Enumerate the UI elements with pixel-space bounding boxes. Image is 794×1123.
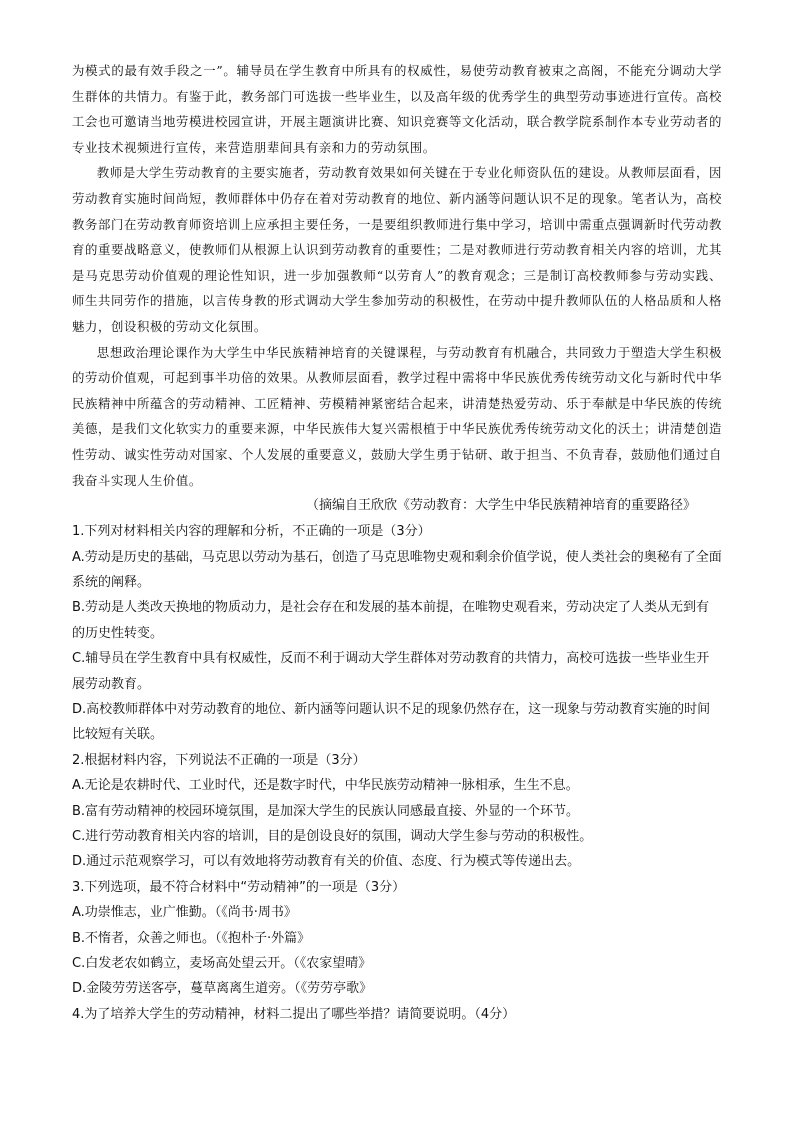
question-1-stem: 1.下列对材料相关内容的理解和分析，不正确的一项是（3分）: [72, 524, 431, 540]
exam-page: [72, 58, 722, 1027]
question-2-option-d: D.通过示范观察学习，可以有效地将劳动教育有关的价值、态度、行为模式等传递出去。: [72, 854, 581, 870]
question-2-stem: 2.根据材料内容，下列说法不正确的一项是（3分）: [72, 752, 366, 768]
question-1-option-b: B.劳动是人类改天换地的物质动力，是社会存在和发展的基本前提，在唯物史观看来，劳动决定了人类从无到有的历史性转变。: [72, 600, 710, 641]
passage-paragraph-3: 思想政治理论课作为大学生中华民族精神培育的关键课程，与劳动教育有机融合，共同致力于塑造大学生积极的劳动价值观，可起到事半功倍的效果。从教师层面看，教学过程中需将中华民族优秀传统劳动文化与新时代中华民族精神中所蕴含的劳动精神、工匠精神、劳模精神紧密结合起来，讲清楚热爱劳动、乐于奉献是中华民族的传统美德，是我们文化软实力的重要来源，中华民族伟大复兴需根植于中华民族优秀传统劳动文化的沃土；讲清楚创造性劳动、诚实性劳动对国家、个人发展的重要意义，鼓励大学生勇于钻研、敢于担当、不负青春，鼓励他们通过自我奋斗实现人生价值。: [72, 344, 722, 488]
question-3-option-d: D.金陵劳劳送客亭，蔓草离离生道旁。（《劳劳亭歌》: [72, 981, 373, 997]
passage-paragraph-1: 为模式的最有效手段之一”。辅导员在学生教育中所具有的权威性，易使劳动教育被束之高阁，不能充分调动大学生群体的共情力。有鉴于此，教务部门可选拔一些毕业生，以及高年级的优秀学生的典型劳动事迹进行宣传。高校工会也可邀请当地劳模进校园宣讲，开展主题演讲比赛、知识竞赛等文化活动，联合教学院系制作本专业劳动者的专业技术视频进行宣传，来营造朋辈间具有亲和力的劳动氛围。: [72, 63, 722, 155]
question-1-option-a: A.劳动是历史的基础，马克思以劳动为基石，创造了马克思唯物史观和剩余价值学说，使人类社会的奥秘有了全面系统的阐释。: [72, 549, 722, 590]
question-2-option-a: A.无论是农耕时代、工业时代，还是数字时代，中华民族劳动精神一脉相承，生生不息。: [72, 778, 579, 794]
passage-paragraph-2: 教师是大学生劳动教育的主要实施者，劳动教育效果如何关键在于专业化师资队伍的建设。从教师层面看，因劳动教育实施时间尚短，教师群体中仍存在着对劳动教育的地位、新内涵等问题认识不足的现象。笔者认为，高校教务部门在劳动教育师资培训上应承担主要任务，一是要组织教师进行集中学习，培训中需重点强调新时代劳动教育的重要战略意义，使教师们从根源上认识到劳动教育的重要性；二是对教师进行劳动教育相关内容的培训，尤其是马克思劳动价值观的理论性知识，进一步加强教师“以劳育人”的教育观念；三是制订高校教师参与劳动实践、师生共同劳作的措施，以言传身教的形式调动大学生参加劳动的积极性，在劳动中提升教师队伍的人格品质和人格魅力，创设积极的劳动文化氛围。: [72, 165, 722, 334]
question-3-option-a: A.功崇惟志，业广惟勤。（《尚书·周书》: [72, 905, 297, 921]
question-2-option-b: B.富有劳动精神的校园环境氛围，是加深大学生的民族认同感最直接、外显的一个环节。: [72, 803, 580, 819]
question-4-stem: 4.为了培养大学生的劳动精神，材料二提出了哪些举措？请简要说明。（4分）: [72, 1006, 516, 1022]
question-1-option-d: D.高校教师群体中对劳动教育的地位、新内涵等问题认识不足的现象仍然存在，这一现象与劳动教育实施的时间比较短有关联。: [72, 701, 711, 743]
question-1-option-c: C.辅导员在学生教育中具有权威性，反而不利于调动大学生群体对劳动教育的共情力，高校可选拔一些毕业生开展劳动教育。: [72, 651, 710, 692]
question-2-option-c: C.进行劳动教育相关内容的培训，目的是创设良好的氛围，调动大学生参与劳动的积极性。: [72, 828, 593, 844]
question-3-option-b: B.不惰者，众善之师也。（《抱朴子·外篇》: [72, 930, 311, 946]
source-citation: （摘编自王欣欣《劳动教育：大学生中华民族精神培育的重要路径》: [306, 498, 697, 514]
question-3-stem: 3.下列选项，最不符合材料中“劳动精神”的一项是（3分）: [72, 879, 406, 895]
question-list: [72, 519, 722, 1027]
question-3-option-c: C.白发老农如鹤立，麦场高处望云开。（《农家望晴》: [72, 956, 372, 971]
reading-passage: [72, 58, 722, 493]
